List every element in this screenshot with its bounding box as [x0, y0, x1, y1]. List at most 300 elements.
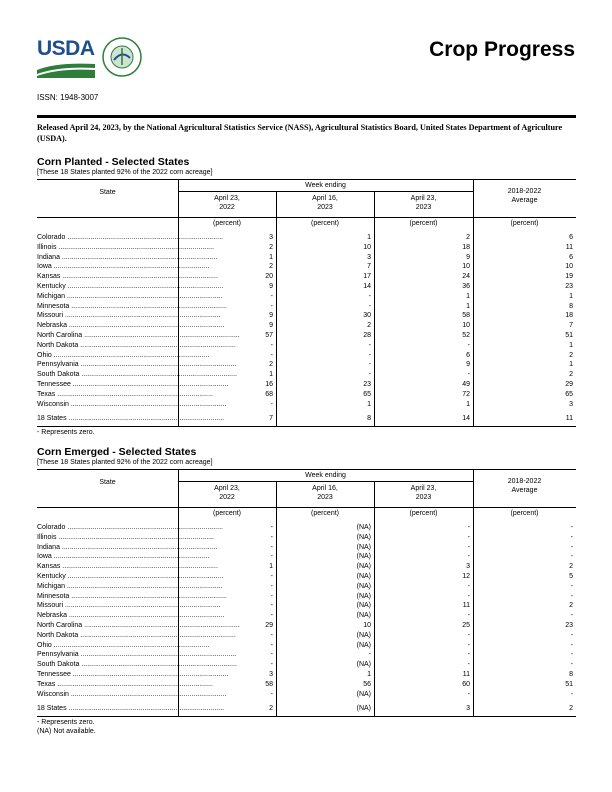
state-name: Wisconsin — [37, 690, 69, 698]
unit-label: (percent) — [310, 220, 339, 227]
unit-label: (percent) — [510, 510, 539, 517]
week-ending-rule — [178, 191, 473, 192]
table-cell: - — [467, 641, 470, 649]
leader-dots: ................................................................................ — [65, 234, 223, 241]
table-cell: - — [467, 341, 470, 349]
table-cell: 1 — [367, 400, 371, 408]
leader-dots: ................................................................................ — [59, 543, 218, 551]
table-row-state — [37, 390, 213, 399]
table-cell: 2 — [569, 602, 573, 610]
table-row-state — [37, 272, 218, 281]
table-cell: - — [368, 302, 371, 310]
table-cell: 2 — [367, 322, 371, 330]
table-cell: - — [368, 651, 371, 659]
table-cell: - — [467, 533, 470, 541]
table-cell: 12 — [462, 573, 470, 580]
table-cell: - — [270, 661, 273, 669]
table-cell: 1 — [569, 341, 573, 349]
table-row-state — [37, 321, 225, 330]
table-row-state — [37, 370, 237, 379]
table-cell: 6 — [569, 234, 573, 241]
footnote: - Represents zero. — [37, 429, 95, 437]
table-cell: 7 — [569, 322, 573, 330]
leader-dots: ................................................................................ — [78, 361, 237, 369]
table-cell: 11 — [462, 671, 470, 678]
state-name: Tennessee — [37, 671, 71, 678]
table-cell: 60 — [462, 680, 470, 688]
table-row-state — [37, 351, 210, 360]
state-name: Pennsylvania — [37, 651, 79, 659]
leader-dots: ................................................................................ — [79, 661, 237, 669]
leader-dots: ................................................................................ — [51, 351, 210, 359]
table-row-state — [37, 562, 218, 571]
leader-dots: ................................................................................ — [68, 690, 227, 698]
table-cell: 10 — [462, 263, 470, 271]
table-cell: 1 — [269, 563, 273, 571]
table-cell: 56 — [363, 680, 371, 688]
state-name: South Dakota — [37, 661, 80, 669]
leader-dots: ................................................................................ — [66, 415, 225, 423]
table-cell: 29 — [265, 622, 273, 629]
column-header: April 23, 2022 — [214, 485, 240, 501]
state-name: North Carolina — [37, 332, 83, 339]
table-row-state — [37, 611, 225, 620]
state-name: Ohio — [37, 351, 52, 359]
state-name: 18 States — [37, 415, 67, 423]
table-cell: 24 — [462, 273, 470, 281]
state-name: Kentucky — [37, 573, 66, 580]
week-ending-header: Week ending — [305, 182, 346, 189]
table-cell: - — [570, 592, 573, 600]
table-row-state — [37, 621, 240, 630]
table-cell: 8 — [367, 415, 371, 423]
table-cell: (NA) — [356, 582, 371, 590]
table-row-state — [37, 543, 218, 552]
table-cell: (NA) — [356, 631, 371, 639]
table-cell: 1 — [367, 671, 371, 678]
table-cell: 2 — [269, 243, 273, 251]
table-cell: - — [270, 302, 273, 310]
table-cell: - — [270, 400, 273, 408]
table-cell: 8 — [569, 302, 573, 310]
leader-dots: ................................................................................ — [66, 612, 225, 620]
unit-label: (percent) — [409, 220, 438, 227]
table-cell: 58 — [462, 312, 470, 320]
table-cell: 65 — [565, 390, 573, 398]
table-row-state — [37, 572, 224, 581]
table-cell: 10 — [363, 243, 371, 251]
total-row-state — [37, 704, 225, 713]
table-cell: - — [270, 573, 273, 580]
table-cell: - — [467, 524, 470, 531]
table-cell: (NA) — [356, 533, 371, 541]
state-name: Indiana — [37, 543, 60, 551]
table-cell: 6 — [466, 351, 470, 359]
table-cell: 25 — [462, 622, 470, 629]
table-cell: - — [467, 661, 470, 669]
table-cell: 7 — [269, 415, 273, 423]
table-cell: 23 — [565, 622, 573, 629]
table-cell: - — [368, 351, 371, 359]
table-cell: (NA) — [356, 543, 371, 551]
unit-label: (percent) — [212, 220, 241, 227]
state-name: Texas — [37, 680, 56, 688]
table-cell: 2 — [269, 361, 273, 369]
table-cell: - — [570, 524, 573, 531]
state-name: Nebraska — [37, 322, 67, 330]
table-cell: 1 — [569, 361, 573, 369]
leader-dots: ................................................................................ — [55, 680, 213, 688]
state-name: Missouri — [37, 312, 64, 320]
state-name: Illinois — [37, 243, 57, 251]
leader-dots: ................................................................................ — [69, 592, 227, 600]
table-cell: 14 — [363, 283, 371, 290]
table-cell: 23 — [565, 283, 573, 290]
table-cell: 30 — [363, 312, 371, 320]
table-cell: - — [570, 690, 573, 698]
table-cell: 7 — [367, 263, 371, 271]
table-cell: 1 — [269, 371, 273, 379]
table-row-state — [37, 331, 240, 340]
table2-title: Corn Emerged - Selected States — [37, 446, 197, 458]
leader-dots: ................................................................................ — [51, 641, 210, 649]
leader-dots: ................................................................................ — [79, 371, 237, 379]
table-cell: 9 — [269, 322, 273, 330]
table-cell: 10 — [363, 622, 371, 629]
table-row-state — [37, 660, 237, 669]
table-row-state — [37, 292, 223, 301]
table-row-state — [37, 233, 223, 242]
table-cell: 49 — [462, 381, 470, 388]
table-cell: - — [570, 582, 573, 590]
table-cell: - — [368, 361, 371, 369]
table-cell: 9 — [269, 283, 273, 290]
table-cell: 2 — [569, 563, 573, 571]
table-cell: 10 — [462, 322, 470, 330]
agriculture-counts-seal — [101, 36, 143, 78]
table-cell: - — [467, 612, 470, 620]
table-cell: 14 — [462, 415, 470, 423]
table2-subtitle: [These 18 States planted 92% of the 2022 corn acreage] — [37, 459, 213, 466]
state-name: Texas — [37, 390, 56, 398]
table-cell: 19 — [565, 273, 573, 281]
leader-dots: ................................................................................ — [66, 705, 225, 713]
table-cell: 2 — [269, 705, 273, 713]
table-cell: - — [467, 651, 470, 659]
table-cell: 52 — [462, 332, 470, 339]
table-cell: 57 — [265, 332, 273, 339]
column-header: April 16, 2023 — [312, 195, 338, 211]
table-row-state — [37, 253, 218, 262]
state-name: Kansas — [37, 563, 61, 571]
header-bottom-rule — [37, 217, 576, 218]
table-cell: - — [270, 341, 273, 349]
table-row-state — [37, 641, 210, 650]
table-cell: - — [467, 553, 470, 561]
table-cell: 20 — [265, 273, 273, 281]
leader-dots: ................................................................................ — [66, 322, 225, 330]
table-row-state — [37, 282, 224, 291]
table-cell: 29 — [565, 381, 573, 388]
table-cell: (NA) — [356, 661, 371, 669]
table-cell: - — [570, 661, 573, 669]
table-row-state — [37, 360, 237, 369]
leader-dots: ................................................................................ — [65, 582, 223, 590]
table-cell: 51 — [565, 332, 573, 339]
footnote: (NA) Not available. — [37, 728, 96, 736]
table-cell: - — [270, 631, 273, 639]
state-name: Indiana — [37, 253, 60, 261]
state-name: Kansas — [37, 273, 61, 281]
table-cell: - — [270, 553, 273, 561]
week-ending-header: Week ending — [305, 472, 346, 479]
leader-dots: ................................................................................ — [82, 332, 240, 339]
leader-dots: ................................................................................ — [78, 341, 236, 349]
table-cell: - — [368, 371, 371, 379]
table-cell: (NA) — [356, 690, 371, 698]
table-cell: 18 — [462, 243, 470, 251]
table-cell: 51 — [565, 680, 573, 688]
header-bottom-rule — [37, 507, 576, 508]
state-name: Missouri — [37, 602, 64, 610]
table-top-rule — [37, 469, 576, 470]
leader-dots: ................................................................................ — [56, 243, 214, 251]
state-name: Minnesota — [37, 302, 70, 310]
table-cell: - — [467, 543, 470, 551]
table-cell: - — [570, 612, 573, 620]
table-cell: - — [570, 641, 573, 649]
leader-dots: ................................................................................ — [68, 400, 227, 408]
table-cell: - — [570, 631, 573, 639]
table-row-state — [37, 302, 227, 311]
leader-dots: ................................................................................ — [59, 253, 218, 261]
leader-dots: ................................................................................ — [82, 622, 240, 629]
leader-dots: ................................................................................ — [65, 283, 224, 290]
table-cell: 10 — [565, 263, 573, 271]
leader-dots: ................................................................................ — [63, 312, 221, 320]
table-cell: - — [270, 641, 273, 649]
leader-dots: ................................................................................ — [65, 573, 224, 580]
table-cell: 68 — [265, 390, 273, 398]
table-cell: 3 — [569, 400, 573, 408]
table-cell: 1 — [466, 292, 470, 300]
state-name: Minnesota — [37, 592, 70, 600]
table-cell: - — [270, 690, 273, 698]
usda-logo-text: USDA — [37, 37, 95, 60]
table-cell: 58 — [265, 680, 273, 688]
table-cell: 3 — [367, 253, 371, 261]
unit-label: (percent) — [310, 510, 339, 517]
table-cell: 1 — [569, 292, 573, 300]
table-cell: - — [270, 651, 273, 659]
unit-label: (percent) — [212, 510, 241, 517]
table-cell: 3 — [269, 234, 273, 241]
state-name: Iowa — [37, 263, 52, 271]
table-cell: - — [467, 690, 470, 698]
state-name: Kentucky — [37, 283, 66, 290]
table-cell: 3 — [466, 705, 470, 713]
table-row-state — [37, 262, 210, 271]
table-row-state — [37, 552, 210, 561]
leader-dots: ................................................................................ — [60, 563, 218, 571]
table-cell: - — [270, 524, 273, 531]
table-cell: 11 — [462, 602, 470, 610]
table-cell: 1 — [466, 302, 470, 310]
table-cell: - — [570, 553, 573, 561]
table-cell: 28 — [363, 332, 371, 339]
leader-dots: ................................................................................ — [55, 390, 213, 398]
table-cell: (NA) — [356, 563, 371, 571]
table-row-state — [37, 400, 227, 409]
state-column-header: State — [99, 479, 116, 486]
table-cell: - — [270, 351, 273, 359]
table-cell: 9 — [269, 312, 273, 320]
usda-logo-swoosh — [37, 60, 95, 78]
leader-dots: ................................................................................ — [65, 292, 223, 300]
table-cell: 2 — [569, 705, 573, 713]
unit-label: (percent) — [409, 510, 438, 517]
table-cell: - — [270, 602, 273, 610]
week-ending-rule — [178, 481, 473, 482]
table-cell: 11 — [565, 243, 573, 251]
page-title: Crop Progress — [429, 38, 575, 61]
table-cell: (NA) — [356, 641, 371, 649]
table-cell: 23 — [363, 381, 371, 388]
table-row-state — [37, 680, 213, 689]
table-cell: - — [270, 292, 273, 300]
table-cell: 9 — [466, 361, 470, 369]
table-cell: 2 — [569, 351, 573, 359]
footnote: - Represents zero. — [37, 719, 95, 727]
table-cell: - — [467, 592, 470, 600]
table-cell: 2 — [569, 371, 573, 379]
table-cell: 6 — [569, 253, 573, 261]
table-cell: 3 — [466, 563, 470, 571]
leader-dots: ................................................................................ — [69, 302, 227, 310]
table-cell: 9 — [466, 253, 470, 261]
table-cell: 72 — [462, 390, 470, 398]
leader-dots: ................................................................................ — [60, 273, 218, 281]
table-cell: - — [270, 582, 273, 590]
table-cell: 8 — [569, 671, 573, 678]
table-cell: 17 — [363, 273, 371, 281]
table-cell: - — [570, 543, 573, 551]
state-name: Colorado — [37, 234, 66, 241]
usda-logo — [37, 38, 95, 78]
state-name: Pennsylvania — [37, 361, 79, 369]
table-cell: (NA) — [356, 705, 371, 713]
table-top-rule — [37, 179, 576, 180]
table-row-state — [37, 582, 223, 591]
column-header: April 23, 2023 — [410, 195, 437, 211]
state-name: Tennessee — [37, 381, 71, 388]
issn: ISSN: 1948-3007 — [37, 93, 99, 102]
table-row-state — [37, 650, 237, 659]
state-name: Ohio — [37, 641, 52, 649]
state-name: Illinois — [37, 533, 57, 541]
leader-dots: ................................................................................ — [56, 533, 214, 541]
release-statement: Released April 24, 2023, by the National Agricultural Statistics Service (NASS), Agricultural Statistics Board, United States Department of Agriculture (USDA). — [37, 123, 563, 143]
table-cell: (NA) — [356, 602, 371, 610]
leader-dots: ................................................................................ — [51, 553, 210, 561]
table-cell: - — [368, 341, 371, 349]
leader-dots: ................................................................................ — [78, 651, 237, 659]
table-cell: (NA) — [356, 612, 371, 620]
table-cell: (NA) — [356, 553, 371, 561]
state-name: Colorado — [37, 524, 66, 531]
table-row-state — [37, 601, 221, 610]
table-cell: - — [270, 612, 273, 620]
leader-dots: ................................................................................ — [70, 381, 229, 388]
table-cell: - — [270, 533, 273, 541]
state-name: Michigan — [37, 582, 66, 590]
table1-subtitle: [These 18 States planted 92% of the 2022 corn acreage] — [37, 169, 213, 176]
table-cell: - — [570, 533, 573, 541]
state-name: Nebraska — [37, 612, 67, 620]
table-cell: 2 — [269, 263, 273, 271]
table-cell: - — [270, 592, 273, 600]
column-header: April 23, 2023 — [410, 485, 437, 501]
leader-dots: ................................................................................ — [78, 631, 236, 639]
leader-dots: ................................................................................ — [63, 602, 221, 610]
table-row-state — [37, 690, 227, 699]
table-row-state — [37, 523, 223, 532]
table-cell: (NA) — [356, 592, 371, 600]
table-row-state — [37, 311, 221, 320]
table-cell: - — [570, 651, 573, 659]
table-row-state — [37, 533, 214, 542]
table-row-state — [37, 670, 229, 679]
table-row-state — [37, 592, 227, 601]
table-cell: 11 — [565, 415, 573, 423]
table-cell: - — [368, 292, 371, 300]
table-cell: 36 — [462, 283, 470, 290]
table-cell: 65 — [363, 390, 371, 398]
total-row-state — [37, 414, 225, 423]
state-name: Iowa — [37, 553, 52, 561]
state-column-header: State — [99, 189, 116, 196]
table-cell: 16 — [265, 381, 273, 388]
header-rule — [37, 115, 576, 118]
leader-dots: ................................................................................ — [65, 524, 223, 531]
table-row-state — [37, 341, 236, 350]
state-name: North Carolina — [37, 622, 83, 629]
table-cell: (NA) — [356, 524, 371, 531]
column-header: 2018-2022 Average — [507, 478, 542, 494]
state-name: South Dakota — [37, 371, 80, 379]
table-cell: 5 — [569, 573, 573, 580]
table-bottom-rule — [37, 426, 576, 427]
table-cell: 3 — [269, 671, 273, 678]
table-cell: 18 — [565, 312, 573, 320]
column-header: 2018-2022 Average — [507, 188, 542, 204]
state-name: North Dakota — [37, 631, 79, 639]
unit-label: (percent) — [510, 220, 539, 227]
leader-dots: ................................................................................ — [70, 671, 229, 678]
table-cell: 1 — [367, 234, 371, 241]
table-row-state — [37, 243, 214, 252]
table-cell: - — [270, 543, 273, 551]
table-cell: - — [467, 371, 470, 379]
column-header: April 16, 2023 — [312, 485, 338, 501]
table-cell: - — [467, 631, 470, 639]
table-row-state — [37, 631, 236, 640]
table-cell: 2 — [466, 234, 470, 241]
column-header: April 23, 2022 — [214, 195, 240, 211]
table-row-state — [37, 380, 229, 389]
table-cell: 1 — [269, 253, 273, 261]
table1-title: Corn Planted - Selected States — [37, 156, 190, 168]
